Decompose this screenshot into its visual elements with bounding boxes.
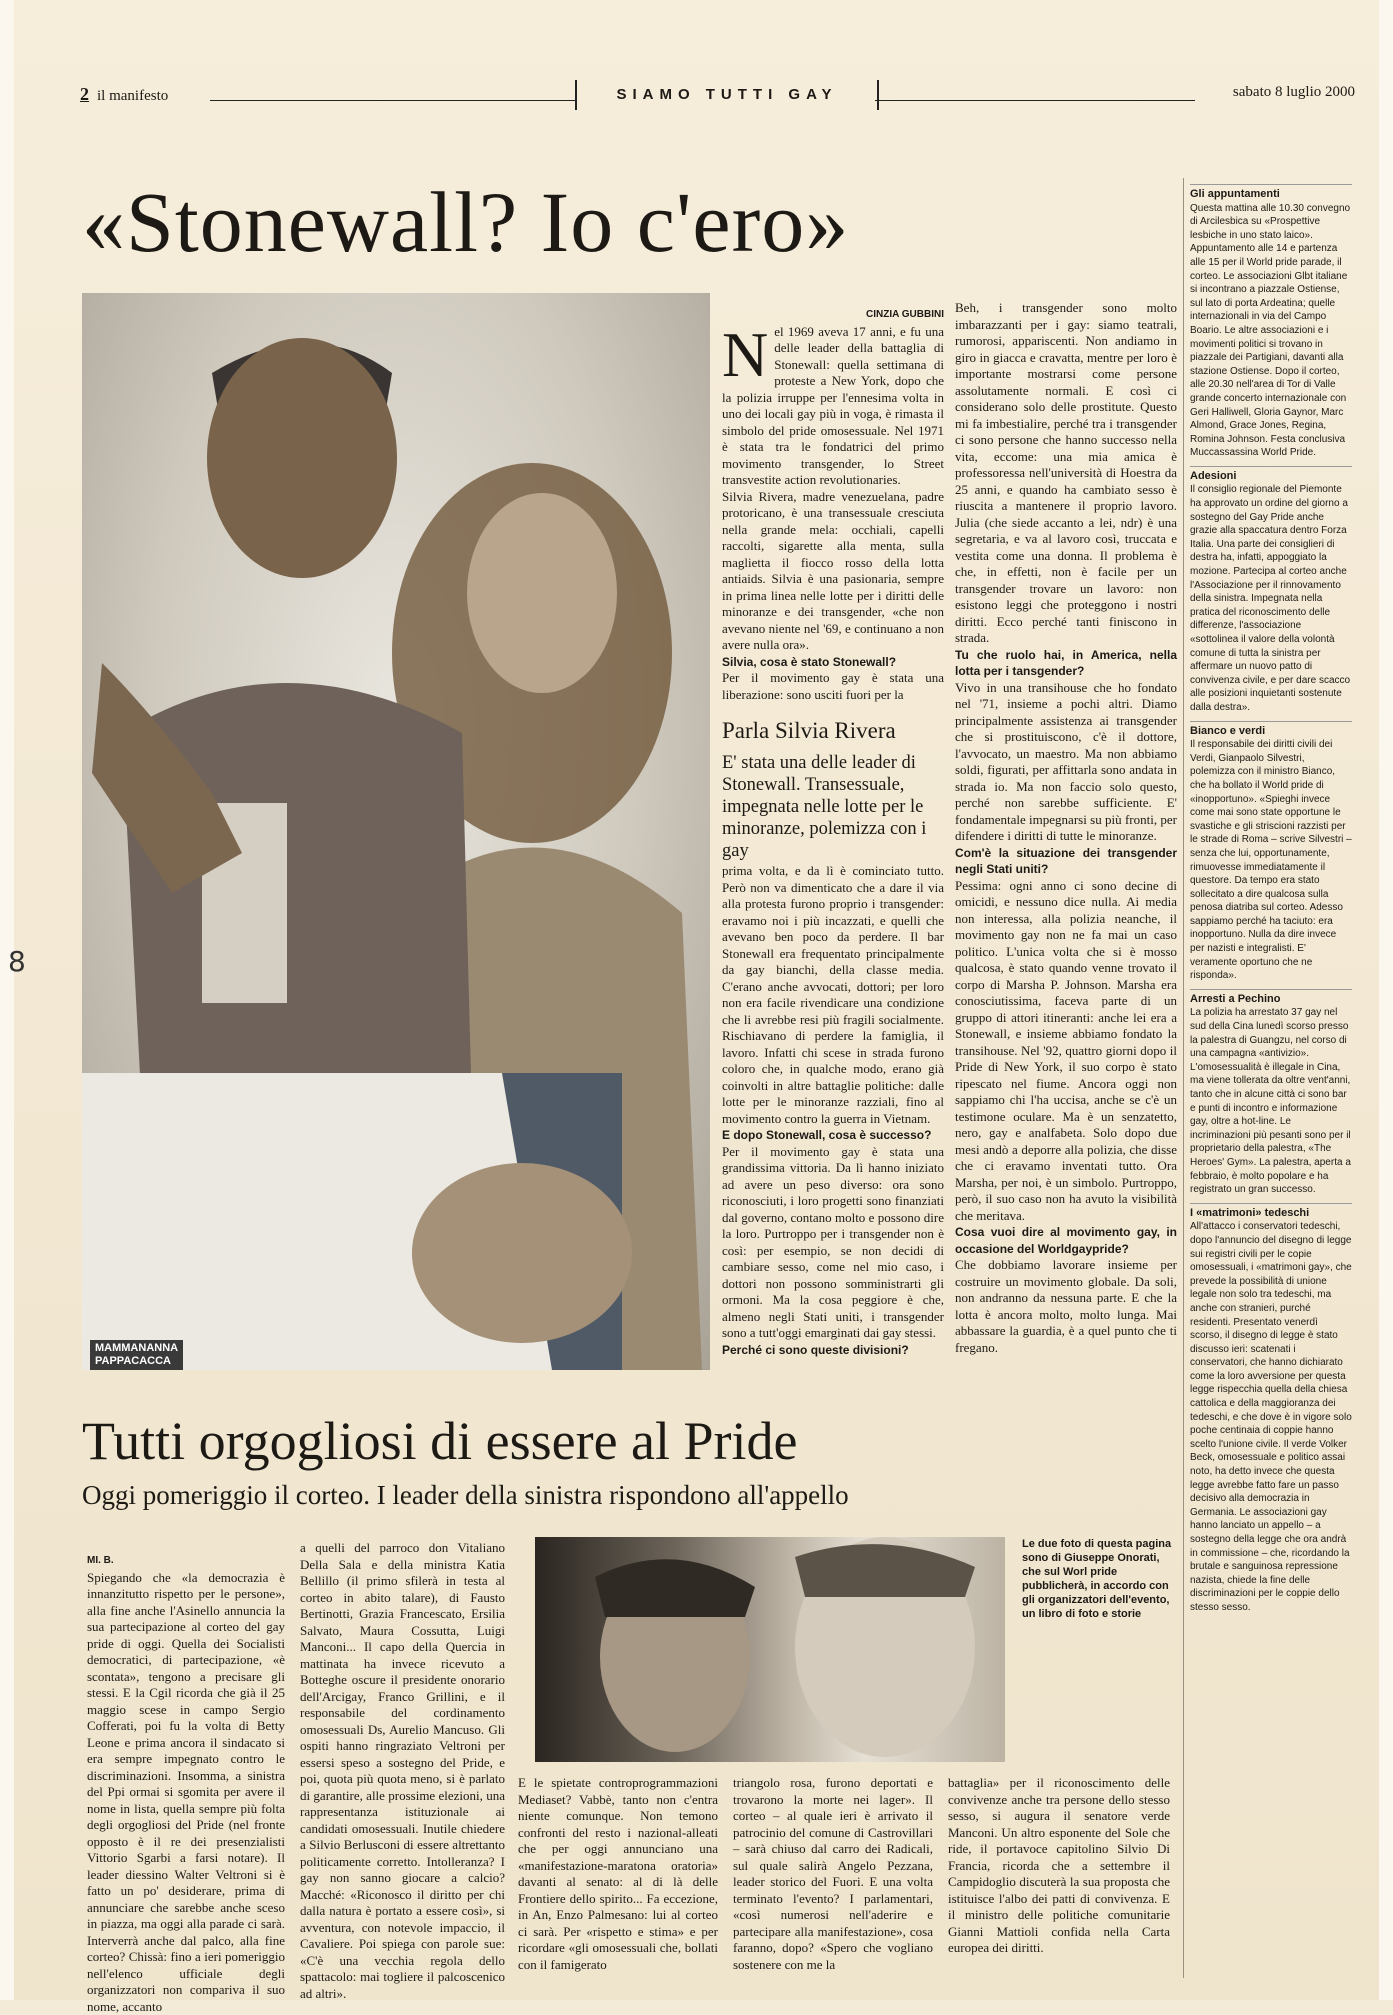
portrait-illustration: [535, 1537, 1005, 1762]
paragraph: a quelli del parroco don Vitaliano Della Sala e della ministra Katia Bellillo (il primo sfilerà in testa al corteo in abito talare), di Fausto Bertinotti, Grazia Francescato, Ersilia Salvato, Maura Cossutta, Luigi Manconi... Il capo della Quercia in mattinata ha invece ricevuto a Botteghe oscure il presidente onorario dell'Arcigay, Franco Grillini, e il responsabile del cordinamento omosessuali Ds, Aurelio Mancuso. Gli ospiti hanno ringraziato Veltroni per essersi speso a sostegno del Pride, e poi, quota più quota meno, si è parlato di garantire, alle prossime elezioni, una rappresentanza istituzionale ai candidati omosessuali. Inutile chiedere a Silvio Berlusconi di essere altrettanto politicamente corretto. Intolleranza? I gay non sanno giocare a calcio? Macché: «Riconosco il diritto per chi dalla natura è portato a essere così», si avventura, con notevole impaccio, il Cavaliere. Poi spiega con parole sue: «C'è una vecchia regola dello spattacolo: mai togliere il palcoscenico ad altri».: [300, 1540, 505, 2002]
article-column-1-top: [722, 307, 944, 703]
paragraph: triangolo rosa, furono deportati e trovarono la morte nei lager». Il corteo – al quale ieri è arrivato il patrocinio del comune di Castrovillari – sarà chiuso dal carro dei Radicali, sul quale salirà Angelo Pezzana, leader storico del Fuori. E una volta terminato l'evento? I parlamentari, «così numerosi nell'aderire e partecipare alla manifestazione», cosa faranno, dopo? «Spero che vogliano sostenere con me la: [733, 1775, 933, 1973]
brief-heading: Bianco e verdi: [1190, 721, 1352, 739]
article-column-2: [955, 300, 1177, 1356]
second-column-1: [87, 1553, 285, 2015]
brief-text: All'attacco i conservatori tedeschi, dopo l'annuncio del disegno di legge sui registri civili per le copie omosessuali, i «matrimoni gay», che prevede la possibilità di unione legale non solo tra tedeschi, ma anche con stranieri, purché residenti. Presentato venerdì scorso, il disegno di legge è stato discusso ieri: scatenati i conservatori, che hanno dichiarato come la loro avversione per questa legge rispecchia quella della chiesa cattolica e della maggioranza dei tedeschi, e che dove è in vigore solo poche centinaia di coppie hanno scelto l'unione civile. Il verde Volker Beck, omosessuale e politico assai noto, ha detto invece che questa legge avrebbe fatto fare un passo decisivo alla democrazia in Germania. Le associazioni gay hanno lanciato un appello – a sostegno della legge che ora andrà in commissione – che, ricordando la brutale e sanguinosa repressione nazista, chiede la fine delle discriminazioni per le coppie dello stesso sesso.: [1190, 1220, 1352, 1614]
paragraph: Vivo in una transihouse che ho fondato nel '71, insieme a pochi altri. Diamo principalmente assistenza ai transgender che si prostituiscono, c'è il dottore, l'avvocato, un maestro. Ma non abbiamo soldi, figurati, per affittarla sono andata in strada io. Ma non faccio solo questo, perché non sarebbe sufficiente. E' fondamentale impegnarsi su più fronti, per difendere i diritti di tutte le minoranze.: [955, 680, 1177, 845]
main-photo: [82, 293, 710, 1370]
interview-question: Com'è la situazione dei transgender negli Stati uniti?: [955, 845, 1177, 878]
paragraph: E le spietate controprogrammazioni Mediaset? Vabbè, tanto non c'entra niente comunque. Non temono confronti del resto i nazional-alleati che per oggi annunciano una «manifestazione-maratona oratoria» davanti al senato: al di là delle Frontiere dello spirito... Fa eccezione, in An, Enzo Palmesano: lui al corteo ci sarà. Per «rispetto e stima» e per ricordare «gli omosessuali che, bollati con il famigerato: [518, 1775, 718, 1973]
paragraph: Che dobbiamo lavorare insieme per costruire un movimento globale. Da soli, non andranno da nessuna parte. E che la lotta è ancora molto, molto lunga. Mai abbassare la guardia, è a quel punto che ti fregano.: [955, 1257, 1177, 1356]
paragraph: Beh, i transgender sono molto imbarazzanti per i gay: siamo teatrali, rumorosi, appariscenti. Non andiamo in giro in giacca e cravatta, mentre per loro è importante mostrarsi come persone assolutamente normali. E così ci considerano solo delle prostitute. Questo mi fa imbestialire, perché tra i transgender ci sono persone che hanno successo nella vita, eccome: una mia amica è professoressa nell'università di Hoestra da 25 anni, e quando ha cambiato sesso è riuscita a mantenere il proprio lavoro. Julia (che siede accanto a lei, ndr) è una segretaria, e va al lavoro così, truccata e vestita come una donna. Il problema è che, in effetti, non è facile per un transgender trovare un lavoro: non esistono leggi che proteggono i nostri diritti. Ecco perché tanti finiscono in strada.: [955, 300, 1177, 647]
brief-text: Questa mattina alle 10.30 convegno di Arcilesbica su «Prospettive lesbiche in uno stato laico». Appuntamento alle 14 e partenza alle 15 per il World pride parade, il corteo. Le associazioni Glbt italiane si incontrano a piazzale Ostiense, sul lato di porta Ardeatina; quelle internazionali in via del Campo Boario. Le altre associazioni e i movimenti politici si trovano in piazzale dei Partigiani, davanti alla stazione Ostiense. Dopo il corteo, alle 20.30 nell'area di Tor di Valle grande concerto internazionale con Geri Halliwell, Gloria Gaynor, Marc Almond, Grace Jones, Regina, Romina Johnson. Festa conclusiva Muccassassina World Pride.: [1190, 202, 1352, 460]
brief-heading: Arresti a Pechino: [1190, 989, 1352, 1007]
second-column-5: [948, 1775, 1170, 1957]
pull-quote-text: E' stata una delle leader di Stonewall. Transessuale, impegnata nelle lotte per le minoranze, polemizza con i gay: [722, 752, 952, 862]
paragraph: Per il movimento gay è stata una liberazione: sono usciti fuori per la: [722, 670, 944, 703]
pull-quote: [722, 718, 952, 862]
paragraph: Silvia Rivera, madre venezuelana, padre protoricano, è una transessuale cresciuta nella grande mela: occhiali, capelli raccolti, sigarette alla menta, sulla maglietta il fiocco rosso della lotta antiaids. Silvia è una pasionaria, sempre in prima linea nelle lotte per i diritti delle minoranze e dei transgender, «che non avevano niente nel '69, e continuano a non avere nulla ora».: [722, 489, 944, 654]
interview-question: Cosa vuoi dire al movimento gay, in occasione del Worldgaypride?: [955, 1224, 1177, 1257]
paragraph: Spiegando che «la democrazia è innanzitutto rispetto per le persone», alla fine anche l'Asinello annuncia la sua partecipazione al corteo del gay pride di oggi. Quella dei Socialisti democratici, di partecipazione, «è scontata», tengono a precisare gli stessi. E la Cgil ricorda che già il 25 maggio scese in campo Sergio Cofferati, poi fu la volta di Betty Leone e prima ancora il sindacato si era sempre impegnato contro le discriminazioni. Insomma, a sinistra del Ppi ormai si sgomita per avere il nome in lista, quella sempre più folta degli orgogliosi del Pride (nel fronte opposto è il re dei presenzialisti Vittorio Sgarbi a farsi notare). Il leader diessino Walter Veltroni si è fatto un po' desiderare, prima di annunciare che sarebbe anche sceso in piazza, ma oggi alla parade ci sarà. Interverrà anche dal palco, alla fine corteo? Chissà: fino a ieri pomeriggio nell'elenco ufficiale degli organizzatori non compariva il suo nome, accanto: [87, 1570, 285, 2015]
header-rule-left: [210, 100, 575, 101]
pull-quote-heading: Parla Silvia Rivera: [722, 718, 952, 744]
paragraph: prima volta, e da lì è cominciato tutto. Però non va dimenticato che a dare il via alla protesta furono proprio i transgender: eravamo noi i più incazzati, e quelli che avevano ben poco da perdere. Il bar Stonewall era frequentato principalmente da gay bianchi, della classe media. C'erano anche avvocati, dottori; per loro non era facile rivendicare una condizione che li avrebbe resi più fragili socialmente. Rischiavano di perdere la famiglia, il lavoro. Infatti chi scese in strada furono coloro che, in qualche modo, erano già coinvolti in altre battaglie politiche: dalle lotte per le minoranze razziali, fino al movimento contro la guerra in Vietnam.: [722, 863, 944, 1127]
brief-heading: I «matrimoni» tedeschi: [1190, 1203, 1352, 1221]
paper-name: il manifesto: [97, 88, 168, 104]
brief-heading: Gli appuntamenti: [1190, 184, 1352, 202]
paragraph: Per il movimento gay è stata una grandissima vittoria. Da lì hanno iniziato ad avere un peso diverso: ora sono riconosciuti, i loro progetti sono finanziati dal governo, contano molto e possono dire la loro. Purtroppo per i transgender non è così: per esempio, se non decidi di cambiare sesso, come nel mio caso, i dottori non possono somministrarti gli ormoni. Ma la cosa peggiore è che, almeno negli Stati uniti, i transgender sono a tutt'oggi emarginati dai gay stessi.: [722, 1144, 944, 1342]
handwritten-margin-note: 8: [8, 945, 26, 978]
issue-date: sabato 8 luglio 2000: [1233, 84, 1355, 101]
second-headline: Tutti orgogliosi di essere al Pride: [82, 1410, 798, 1472]
page-number-and-paper: [80, 84, 168, 105]
second-subheadline: Oggi pomeriggio il corteo. I leader della sinistra rispondono all'appello: [82, 1480, 849, 1511]
page-header: [80, 80, 1355, 106]
brief-text: La polizia ha arrestato 37 gay nel sud della Cina lunedì scorso presso la palestra di Guangzu, nel corso di una campagna «antivizio». L'omosessualità è illegale in Cina, ma viene tollerata da oltre vent'anni, tanto che in alcune città ci sono bar e punti di incontro e informazione gay, oltre a hot-line. Le incriminazioni più pesanti sono per il proprietario della palestra, «The Heroes' Gym». La palestra, aperta a febbraio, è molto popolare e ha registrato un gran successo.: [1190, 1006, 1352, 1196]
interview-question: Tu che ruolo hai, in America, nella lotta per i tansgender?: [955, 647, 1177, 680]
second-column-4: [733, 1775, 933, 1973]
byline: MI. B.: [87, 1553, 285, 1570]
photo-credit-line2: PAPPACACCA: [95, 1355, 178, 1368]
sidebar-divider: [1183, 178, 1184, 1978]
sidebar-briefs: [1190, 178, 1352, 1615]
byline: CINZIA GUBBINI: [722, 307, 944, 324]
drop-cap: N: [722, 328, 768, 382]
second-column-3: [518, 1775, 718, 1973]
interview-question: Perché ci sono queste divisioni?: [722, 1342, 944, 1359]
brief-text: Il responsabile dei diritti civili dei Verdi, Gianpaolo Silvestri, polemizza con il ministro Bianco, che ha bollato il World pride di «inopportuno». «Spieghi invece come mai sono state opportune le svastiche e gli striscioni razzisti per le strade di Roma – scrive Silvestri – senza che lui, opportunamente, rimuovesse immediatamente il questore. Da tempo era stato sollecitato a dire qualcosa sulla penosa diatriba sul corteo. Adesso sappiamo perché ha taciuto: era inopportuno. Nulla da dire invece per nazisti e integralisti. E' veramente oportuno che ne risponda».: [1190, 738, 1352, 983]
paragraph: battaglia» per il riconoscimento delle convivenze anche tra persone dello stesso sesso, si augura il senatore verde Manconi. Un altro esponente del Sole che ride, il portavoce capitolino Silvio Di Francia, ricorda che a settembre il Campidoglio discuterà la sua proposta che istituisce l'albo dei patti di convivenza. E il ministro delle politiche comunitarie Gianni Mattioli confida nella Carta europea dei diritti.: [948, 1775, 1170, 1957]
right-clip-edge: [1379, 0, 1393, 2000]
second-photo: [535, 1537, 1005, 1762]
main-headline: «Stonewall? Io c'ero»: [82, 172, 849, 272]
page-number: 2: [80, 84, 89, 104]
left-clip-edge: [0, 0, 14, 2000]
article-column-1-bottom: [722, 863, 944, 1358]
photo-credit-line1: MAMMANANNA: [95, 1342, 178, 1355]
interview-question: E dopo Stonewall, cosa è successo?: [722, 1127, 944, 1144]
second-column-2: [300, 1540, 505, 2002]
photo-credit: [90, 1340, 183, 1370]
portrait-illustration: [82, 293, 710, 1370]
section-label: SIAMO TUTTI GAY: [575, 80, 879, 110]
brief-heading: Adesioni: [1190, 466, 1352, 484]
interview-question: Silvia, cosa è stato Stonewall?: [722, 654, 944, 671]
paragraph: el 1969 aveva 17 anni, e fu una delle leader della battaglia di Stonewall: quella settimana di proteste a New York, dopo che la polizia irruppe per l'ennesima volta in uno dei locali gay più in voga, è rimasta il simbolo del pride omosessuale. Nel 1971 è stata tra le fondatrici del primo movimento transgender, lo Street transvestite action revolutionaries.: [722, 324, 944, 489]
photo-caption: Le due foto di questa pagina sono di Giuseppe Onorati, che sul Worl pride pubblicherà, in accordo con gli organizzatori dell'evento, un libro di foto e storie: [1022, 1537, 1172, 1621]
brief-text: Il consiglio regionale del Piemonte ha approvato un ordine del giorno a sostegno del Gay Pride anche grazie alla spaccatura dentro Forza Italia. Una parte dei consiglieri di destra ha, infatti, appoggiato la mozione. Partecipa al corteo anche l'Associazione per il rinnovamento della sinistra. Impegnata nella pratica del riconoscimento delle differenze, l'associazione «sottolinea il valore della volontà comune di tutta la sinistra per affermare un nuovo patto di convivenza civile, e per dare scacco alle posizioni inquietanti sostenute dalla destra».: [1190, 483, 1352, 714]
header-rule-right: [875, 100, 1195, 101]
paragraph: Pessima: ogni anno ci sono decine di omicidi, e nessuno dice nulla. Ai media non interessa, alla polizia neanche, il movimento gay non ne fa mai un caso politico. L'unica volta che si è mosso qualcosa, è stato quando venne trovato il corpo di Marsha P. Johnson. Marsha era conosciutissima, faceva parte di un gruppo di attori itineranti: anche lei era a Stonewall, e insieme abbiamo fondato la transihouse. Nel '92, quattro giorni dopo il Pride di New York, il suo corpo è stato ripescato nel fiume. Ancora oggi non sappiamo chi l'ha uccisa, anche se c'è un testimone oculare. Ma è un senzatetto, nero, gay e analfabeta. Solo dopo due mesi andò a deporre alla polizia, che disse che ci eravamo inventati tutto. Ora Marsha, per noi, è un simbolo. Purtroppo, però, il suo caso non ha avuto la visibilità che meritava.: [955, 878, 1177, 1225]
